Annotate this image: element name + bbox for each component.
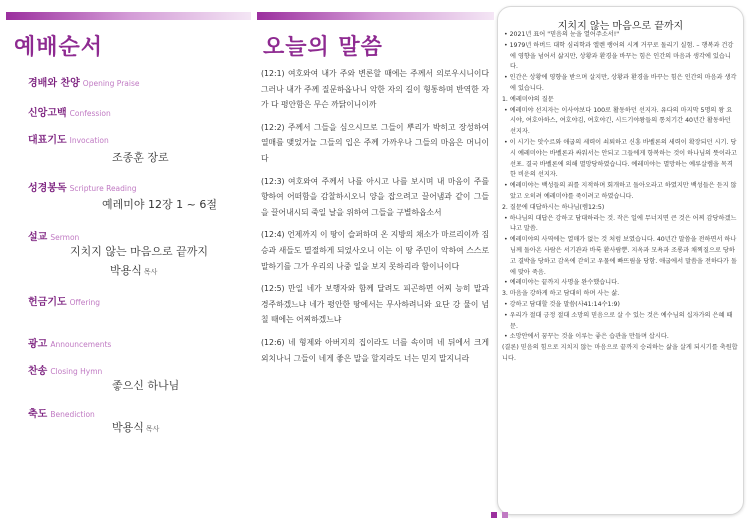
order-item-sermon (28, 225, 79, 244)
sermon-note-line: • 예레미야의 사역에는 열매가 없는 것 처럼 보였습니다. 40년간 말씀을 전하면서 하나님께 돌아온 사람은 서기관과 바룩 환사람뿐. 지옥과 모욕과 조롱과 채찍질으로 당하고 결박을 당하고 감옥에 갇히고 우물에 빠뜨림을 당함. 애굽에서 말씀을 전하다가 돌에 맞아 죽음. (504, 236, 737, 276)
order-item-benediction (28, 402, 95, 421)
sermon-notes-list (502, 30, 738, 365)
order-item-english: Confession (69, 109, 111, 118)
closing-hymn-title: 좋으신 하나님 (112, 379, 180, 392)
order-item-english: Opening Praise (82, 79, 140, 88)
page-marker (491, 512, 497, 518)
order-item-label: 대표기도 (28, 135, 67, 146)
sermon-note-line: 1. 예레미야의 질문 (502, 95, 554, 103)
scripture-text (261, 66, 489, 373)
order-item-english: Closing Hymn (50, 367, 103, 376)
order-item-english: Benediction (50, 410, 95, 419)
verse: (12:4) 언제까지 이 땅이 슬퍼하며 온 지방의 채소가 마르리이까 짐승과 새들도 멸절하게 되었사오니 이는 이 땅 주민이 악하여 스스로 말하기를 그가 우리의 나중 일을 보지 못하리라 함이니이다 (261, 230, 489, 271)
preacher-name: 박용식 (110, 264, 142, 277)
sermon-note-line: • 2021년 표어 "믿음의 눈을 열어주소서!" (504, 31, 620, 38)
sermon-note-line: (결론) 믿음의 힘으로 지치지 않는 마음으로 끝까지 승리하는 삶을 살게 되시기를 축원합니다. (502, 344, 738, 362)
order-item-label: 설교 (28, 232, 48, 243)
scripture-reference: 예레미야 12장 1 ~ 6절 (102, 198, 217, 211)
order-item-offering (28, 290, 100, 309)
order-item-label: 성경봉독 (28, 183, 67, 194)
pastor-name: 박용식 (112, 421, 144, 434)
sermon-note-line: • 이 시기는 앗수르와 애굽의 세력이 쇠퇴하고 신흥 바벨론의 세력이 확장되던 시기. 당시 예레미야는 바벨론과 싸워서는 안되고 그들에게 항복하는 것이 하나님의 뜻이라고 선포. 결국 바벨론에 의해 멸망당하였습니다. 예레미야는 멸망하는 예루살렘을 목격한 비운의 선지자. (504, 138, 737, 179)
sermon-note-line: 3. 마음을 강하게 하고 담대히 하며 사는 삶. (502, 290, 620, 298)
verse: (12:2) 주께서 그들을 심으시므로 그들이 뿌리가 박히고 장성하여 열매를 맺었거늘 그들의 입은 주께 가까우나 그들의 마음은 머니이다 (261, 122, 489, 163)
worship-order-title: 예배순서 (14, 35, 104, 60)
order-item-label: 광고 (28, 339, 48, 350)
sermon-note-line: • 1979년 하버드 대학 심리학과 엘렌 랭어의 시계 거꾸로 돌리기 실험. – 행복과 건강에 영향을 넘어서 삶지만, 상황과 환경을 바꾸는 힘은 인간의 마음과 생각에 있습니다. (504, 41, 734, 71)
order-item-label: 찬송 (28, 366, 48, 377)
order-item-label: 축도 (28, 409, 48, 420)
benediction-pastor (112, 419, 159, 435)
order-item-scripture (28, 176, 137, 195)
order-item-english: Offering (69, 298, 101, 307)
order-item-english: Invocation (69, 136, 109, 145)
order-item-label: 신앙고백 (28, 108, 67, 119)
sermon-note-line: • 인간은 상황에 영향을 받으며 살지만, 상황과 환경을 바꾸는 힘은 인간의 마음과 생각에 있습니다. (504, 74, 737, 92)
header-bar-word (257, 12, 494, 20)
order-item-announcements (28, 332, 111, 351)
sermon-note-line: • 하나님의 대답은 강하고 담대하라는 것. 작은 일에 무너지면 큰 것은 어찌 감당하겠느냐고 말씀. (504, 214, 737, 233)
verse: (12:6) 네 형제와 아버지의 집이라도 너를 속이며 네 뒤에서 크게 외치나니 그들이 네게 좋은 말을 할지라도 너는 믿지 말지니라 (261, 337, 489, 363)
preacher-title: 목사 (143, 268, 158, 276)
order-item-label: 헌금기도 (28, 297, 67, 308)
sermon-note-line: • 우리가 절대 긍정 절대 소망의 믿음으로 살 수 있는 것은 예수님의 십자가의 은혜 때문. (504, 311, 733, 330)
order-item-english: Scripture Reading (69, 184, 137, 193)
sermon-note-line: • 예레미야 선지자는 이사야보다 100로 활동하던 선지자. 유다의 마지막 5명의 왕 요시야, 여호아하스, 여호야김, 여호야긴, 시드기야왕들의 통치기간 40년간 활동하던 선지자. (504, 106, 733, 136)
verse: (12:1) 여호와여 내가 주와 변론할 때에는 주께서 의로우시니이다 그러나 내가 주께 질문하옵나니 악한 자의 길이 형통하며 반역한 자가 다 평안함은 무슨 까닭이니이까 (261, 69, 489, 110)
order-item-hymn (28, 359, 102, 378)
sermon-notes-title: 지치지 않는 마음으로 끝까지 (557, 21, 684, 32)
sermon-notes-panel (497, 6, 744, 515)
order-item-english: Announcements (50, 340, 112, 349)
sermon-title-order: 지치지 않는 마음으로 끝까지 (70, 245, 209, 258)
sermon-note-line: • 예레미야는 백성들의 죄를 지적하며 회개하고 돌아오라고 하였지만 백성들은 듣지 않았고 오히려 예레미야를 죽이려고 하였습니다. (504, 182, 737, 200)
sermon-note-line: 2. 질문에 대답하시는 하나님(렘12:5) (502, 203, 605, 211)
sermon-note-line: • 소망안에서 꿈꾸는 것을 이루는 좋은 습관을 만들며 삽시다. (504, 333, 669, 341)
order-item-confession (28, 101, 111, 120)
sermon-preacher (110, 262, 157, 278)
sermon-note-line: • 예레미야는 끝까지 사명을 완수했습니다. (504, 279, 620, 287)
todays-word-title: 오늘의 말씀 (263, 35, 383, 60)
pastor-title: 목사 (145, 425, 160, 433)
sermon-note-line: • 강하고 담대할 것을 말씀(사41:14수1:9) (504, 300, 620, 308)
header-bar-order (6, 12, 251, 20)
verse: (12:3) 여호와여 주께서 나를 아시고 나를 보시며 내 마음이 주를 향하여 어떠함을 감찰하시오니 양을 잡으려고 끌어냄과 같이 그들을 끌어내시되 죽일 날을 위하여 그들을 구별하옵소서 (261, 176, 489, 217)
order-item-praise (28, 71, 140, 90)
order-item-english: Sermon (50, 233, 80, 242)
order-item-label: 경배와 찬양 (28, 78, 80, 89)
order-item-invocation (28, 128, 109, 147)
verse: (12:5) 만일 네가 보행자와 함께 달려도 피곤하면 어찌 능히 말과 경주하겠느냐 네가 평안한 땅에서는 무사하려니와 요단 강 물이 넘칠 때에는 어찌하겠느냐 (261, 284, 489, 325)
invocation-leader: 조종훈 장로 (112, 151, 169, 164)
page-marker (502, 512, 508, 518)
